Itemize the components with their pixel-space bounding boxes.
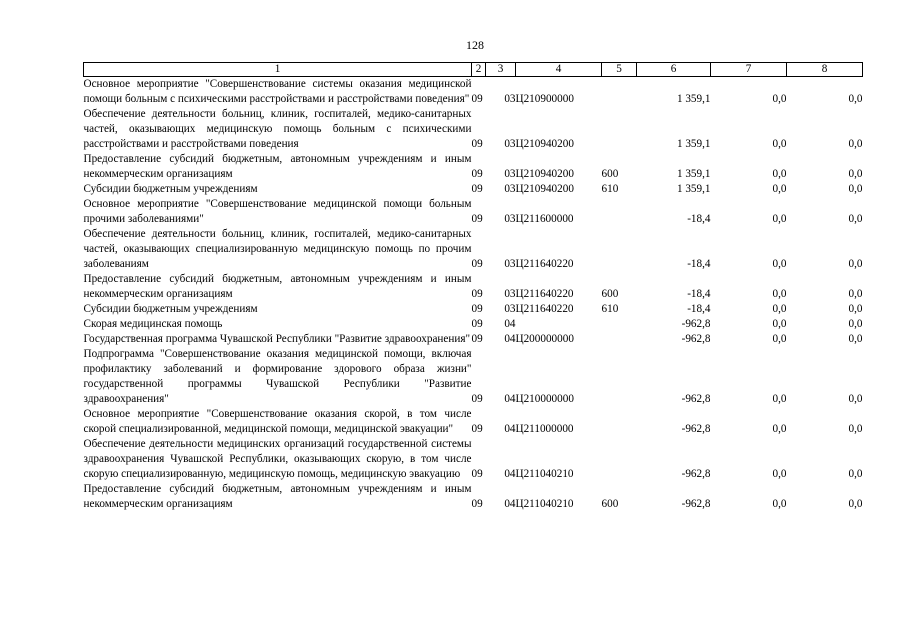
row-name: Предоставление субсидий бюджетным, автономным учреждениям и иным некоммерческим организациям [83, 483, 472, 510]
budget-table [83, 62, 863, 512]
row-amount-col8: 0,0 [848, 258, 863, 270]
row-name: Скорая медицинская помощь [83, 318, 223, 330]
row-section: 09 [471, 498, 483, 510]
row-section: 09 [471, 468, 483, 480]
row-section: 09 [471, 213, 483, 225]
row-amount-col6: -18,4 [687, 303, 711, 315]
row-amount-col8: 0,0 [848, 288, 863, 300]
row-target-article: Ц211640220 [515, 303, 574, 315]
header-col-5: 5 [602, 63, 637, 77]
row-amount-col7: 0,0 [772, 288, 787, 300]
row-section: 09 [471, 258, 483, 270]
row-subsection: 03 [504, 288, 516, 300]
row-amount-col8: 0,0 [848, 168, 863, 180]
table-row [84, 272, 863, 302]
header-row [84, 63, 863, 77]
row-target-article: Ц210900000 [515, 93, 574, 105]
row-name: Обеспечение деятельности больниц, клиник, госпиталей, медико-санитарных частей, оказывающих специализированную медицинскую помощь по прочим заболеваниям [83, 228, 472, 270]
table-row [84, 152, 863, 182]
row-amount-col6: -962,8 [681, 423, 711, 435]
row-expense-type: 600 [601, 498, 619, 510]
row-name: Предоставление субсидий бюджетным, автономным учреждениям и иным некоммерческим организациям [83, 153, 472, 180]
row-amount-col8: 0,0 [848, 183, 863, 195]
row-target-article: Ц210940200 [515, 183, 574, 195]
row-target-article: Ц211040210 [515, 468, 574, 480]
table-row [84, 332, 863, 347]
header-col-4: 4 [516, 63, 602, 77]
row-section: 09 [471, 183, 483, 195]
row-expense-type [602, 332, 637, 347]
table-row [84, 302, 863, 317]
row-amount-col8: 0,0 [848, 468, 863, 480]
row-section: 09 [471, 423, 483, 435]
row-name: Подпрограмма "Совершенствование оказания медицинской помощи, включая профилактику заболеваний и формирование здорового образа жизни" государственной программы Чувашской Республики "Развитие здравоохранения" [83, 348, 472, 405]
row-subsection: 04 [504, 498, 516, 510]
row-subsection: 03 [504, 183, 516, 195]
page-number: 128 [466, 38, 484, 52]
row-target-article: Ц211640220 [515, 288, 574, 300]
row-name: Обеспечение деятельности медицинских организаций государственной системы здравоохранения Чувашской Республики, оказывающих скорую, в том числе скорую специализированную, медицинскую помощь, медицинскую эвакуацию [83, 438, 472, 480]
table-row [84, 227, 863, 272]
row-amount-col8: 0,0 [848, 423, 863, 435]
row-expense-type [602, 347, 637, 407]
row-subsection: 04 [504, 423, 516, 435]
row-amount-col6: -962,8 [681, 333, 711, 345]
row-amount-col6: 1 359,1 [676, 93, 711, 105]
row-subsection: 03 [504, 258, 516, 270]
row-amount-col8: 0,0 [848, 393, 863, 405]
row-amount-col7: 0,0 [772, 468, 787, 480]
row-name: Основное мероприятие "Совершенствование медицинской помощи больным прочими заболеваниями" [83, 198, 472, 225]
row-name: Основное мероприятие "Совершенствование системы оказания медицинской помощи больным с психическими расстройствами и расстройствами поведения" [83, 78, 472, 105]
row-amount-col6: 1 359,1 [676, 138, 711, 150]
row-expense-type: 610 [601, 183, 619, 195]
row-target-article: Ц211000000 [515, 423, 574, 435]
row-section: 09 [471, 93, 483, 105]
row-subsection: 03 [504, 168, 516, 180]
header-col-6: 6 [637, 63, 711, 77]
row-amount-col7: 0,0 [772, 258, 787, 270]
header-col-1: 1 [84, 63, 472, 77]
row-expense-type [602, 227, 637, 272]
row-amount-col7: 0,0 [772, 93, 787, 105]
row-target-article: Ц210940200 [515, 168, 574, 180]
table-row [84, 437, 863, 482]
row-section: 09 [471, 168, 483, 180]
row-amount-col6: -962,8 [681, 498, 711, 510]
row-target-article: Ц211600000 [515, 213, 574, 225]
row-amount-col8: 0,0 [848, 498, 863, 510]
row-amount-col7: 0,0 [772, 333, 787, 345]
table-row [84, 77, 863, 108]
row-subsection: 03 [504, 93, 516, 105]
row-expense-type [602, 437, 637, 482]
row-target-article [516, 317, 602, 332]
row-name: Основное мероприятие "Совершенствование оказания скорой, в том числе скорой специализированной, медицинской помощи, медицинской эвакуации" [83, 408, 472, 435]
row-amount-col6: 1 359,1 [676, 183, 711, 195]
row-subsection: 04 [504, 333, 516, 345]
header-col-7: 7 [711, 63, 787, 77]
row-expense-type: 600 [601, 288, 619, 300]
table-row [84, 107, 863, 152]
table-body [84, 77, 863, 513]
row-amount-col7: 0,0 [772, 303, 787, 315]
row-expense-type [602, 107, 637, 152]
row-subsection: 04 [504, 393, 516, 405]
row-expense-type: 610 [601, 303, 619, 315]
row-amount-col8: 0,0 [848, 333, 863, 345]
row-amount-col7: 0,0 [772, 138, 787, 150]
row-amount-col6: -18,4 [687, 213, 711, 225]
row-amount-col6: -18,4 [687, 258, 711, 270]
row-amount-col7: 0,0 [772, 168, 787, 180]
table-row [84, 182, 863, 197]
row-amount-col7: 0,0 [772, 183, 787, 195]
row-amount-col8: 0,0 [848, 318, 863, 330]
row-name: Субсидии бюджетным учреждениям [83, 183, 258, 195]
row-section: 09 [471, 288, 483, 300]
row-amount-col7: 0,0 [772, 498, 787, 510]
row-section: 09 [471, 138, 483, 150]
table-row [84, 197, 863, 227]
row-amount-col7: 0,0 [772, 213, 787, 225]
row-expense-type [602, 407, 637, 437]
row-amount-col8: 0,0 [848, 138, 863, 150]
header-col-8: 8 [787, 63, 863, 77]
row-target-article: Ц210940200 [515, 138, 574, 150]
header-col-3: 3 [486, 63, 516, 77]
row-amount-col7: 0,0 [772, 393, 787, 405]
table-row [84, 482, 863, 512]
row-name: Субсидии бюджетным учреждениям [83, 303, 258, 315]
row-amount-col6: 1 359,1 [676, 168, 711, 180]
row-subsection: 03 [504, 138, 516, 150]
row-section: 09 [471, 393, 483, 405]
row-target-article: Ц211040210 [515, 498, 574, 510]
header-col-2: 2 [472, 63, 486, 77]
row-section: 09 [471, 318, 483, 330]
table-row [84, 347, 863, 407]
row-name: Государственная программа Чувашской Республики "Развитие здравоохранения" [83, 333, 471, 345]
row-name: Предоставление субсидий бюджетным, автономным учреждениям и иным некоммерческим организациям [83, 273, 472, 300]
row-subsection: 03 [504, 303, 516, 315]
row-amount-col8: 0,0 [848, 213, 863, 225]
row-section: 09 [471, 333, 483, 345]
row-expense-type [602, 197, 637, 227]
row-amount-col6: -962,8 [681, 468, 711, 480]
row-target-article: Ц211640220 [515, 258, 574, 270]
row-amount-col6: -962,8 [681, 318, 711, 330]
row-target-article: Ц200000000 [515, 333, 574, 345]
row-amount-col7: 0,0 [772, 318, 787, 330]
row-subsection: 04 [504, 468, 516, 480]
table-row [84, 407, 863, 437]
row-expense-type [602, 77, 637, 108]
row-section: 09 [471, 303, 483, 315]
row-name: Обеспечение деятельности больниц, клиник, госпиталей, медико-санитарных частей, оказывающих медицинскую помощь больным с психическими расстройствами и расстройствами поведения [83, 108, 472, 150]
row-subsection: 03 [504, 213, 516, 225]
table-row [84, 317, 863, 332]
row-expense-type [602, 317, 637, 332]
row-target-article: Ц210000000 [515, 393, 574, 405]
row-subsection: 04 [504, 318, 516, 330]
row-amount-col8: 0,0 [848, 303, 863, 315]
row-expense-type: 600 [601, 168, 619, 180]
row-amount-col7: 0,0 [772, 423, 787, 435]
row-amount-col6: -18,4 [687, 288, 711, 300]
row-amount-col8: 0,0 [848, 93, 863, 105]
row-amount-col6: -962,8 [681, 393, 711, 405]
